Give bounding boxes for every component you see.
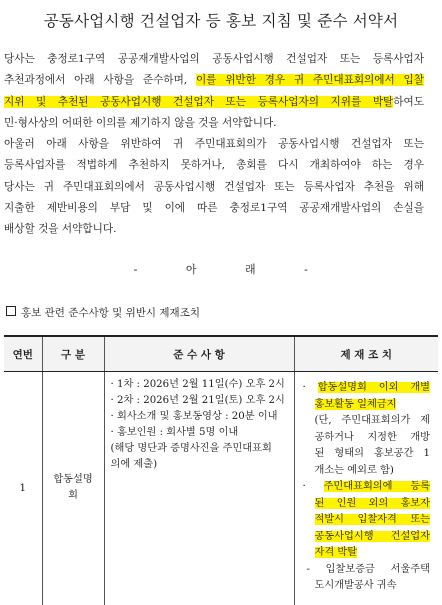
header-category: 구 분 bbox=[42, 336, 104, 372]
body-line: 민·형사상의 어떠한 이의를 제기하지 않을 것을 서약합니다. bbox=[4, 116, 277, 129]
row-number: 1 bbox=[4, 372, 42, 605]
rule-item: · 2차 : 2026년 2월 21일(토) 오후 2시 bbox=[110, 395, 285, 406]
sanction-line: 된 형태의 홍보공간 1 bbox=[314, 448, 430, 459]
body-line: 지위 및 추천된 공동사업시행 건설업자 또는 등록사업자의 지위를 박탈하여도 bbox=[4, 95, 424, 108]
checkbox-square-icon bbox=[6, 306, 16, 316]
body-line: 추천과정에서 아래 사항을 준수하며, 이를 위반한 경우 귀 주민대표회의에서 입찰 bbox=[4, 74, 424, 87]
body-line: 배상할 것을 서약합니다. bbox=[4, 223, 117, 236]
sanction-line: 공동사업시행 건설업자 bbox=[314, 530, 430, 542]
sanction-line: 적발시 입찰자격 또는 bbox=[314, 514, 430, 525]
body-line: 등록사업자를 적법하게 추천하지 못하거나, 총회를 다시 개최하여야 하는 경우 bbox=[4, 159, 424, 172]
sanction-line: 된 인원 외의 홍보자 bbox=[314, 497, 430, 509]
sanction-line: 개소는 예외로 함) bbox=[314, 464, 394, 476]
document-title: 공동사업시행 건설업자 등 홍보 지침 및 준수 서약서 bbox=[43, 12, 399, 30]
rule-item: 의에 제출) bbox=[110, 459, 158, 470]
sanction-line: 홍보활동 일체금지 bbox=[314, 398, 397, 410]
sanction-line: (단, 주민대표회의가 제 bbox=[314, 415, 430, 426]
body-line: 아울러 아래 사항을 위반하여 귀 주민대표회의가 공동사업시행 건설업자 또는 bbox=[4, 138, 424, 151]
sanction-line: · 합동설명회 이외 개별 bbox=[302, 382, 430, 393]
sanction-line: - 입찰보증금 서울주택 bbox=[306, 563, 430, 575]
rule-item: (해당 명단과 증명사진을 주민대표회 bbox=[110, 443, 272, 454]
table-row bbox=[4, 372, 438, 605]
header-sanctions: 제 재 조 치 bbox=[294, 336, 438, 372]
below-heading: - 아 래 - bbox=[133, 263, 309, 276]
rule-item: · 홍보인원 : 회사별 5명 이내 bbox=[110, 427, 239, 438]
row-rules bbox=[104, 372, 294, 605]
row-category: 합동설명 회 bbox=[42, 372, 104, 605]
pledge-body bbox=[4, 49, 424, 241]
highlighted-text: 이를 위반한 경우 귀 주민대표회의에서 입찰 bbox=[195, 74, 424, 87]
header-no: 연번 bbox=[4, 336, 42, 372]
body-line: 지출한 제반비용의 부담 및 이에 따른 충정로1구역 공공재개발사업의 손실을 bbox=[4, 202, 424, 215]
rules-table bbox=[4, 335, 438, 605]
sanction-line: 자격 박탈 bbox=[314, 547, 358, 558]
row-sanctions bbox=[294, 372, 438, 605]
table-header-row bbox=[4, 336, 438, 372]
sanction-line: 공하거나 지정한 개방 bbox=[314, 431, 430, 443]
header-rules: 준 수 사 항 bbox=[104, 336, 294, 372]
rule-item: · 회사소개 및 홍보동영상 : 20분 이내 bbox=[110, 411, 278, 422]
sanction-line: · 주민대표회의에 등록 bbox=[302, 481, 431, 492]
rule-item: · 1차 : 2026년 2월 11일(수) 오후 2시 bbox=[110, 379, 285, 390]
highlighted-text: 지위 및 추천된 공동사업시행 건설업자 또는 등록사업자의 지위를 박탈 bbox=[4, 95, 394, 108]
body-line: 당사는 귀 주민대표회의에서 공동사업시행 건설업자 또는 등록사업자 추천을 위해 bbox=[4, 180, 424, 193]
body-line: 당사는 충정로1구역 공공재개발사업의 공동사업시행 건설업자 또는 등록사업자 bbox=[4, 53, 424, 65]
sanction-line: 도시개발공사 귀속 bbox=[314, 580, 397, 591]
section-heading: 홍보 관련 준수사항 및 위반시 제재조치 bbox=[6, 305, 200, 320]
